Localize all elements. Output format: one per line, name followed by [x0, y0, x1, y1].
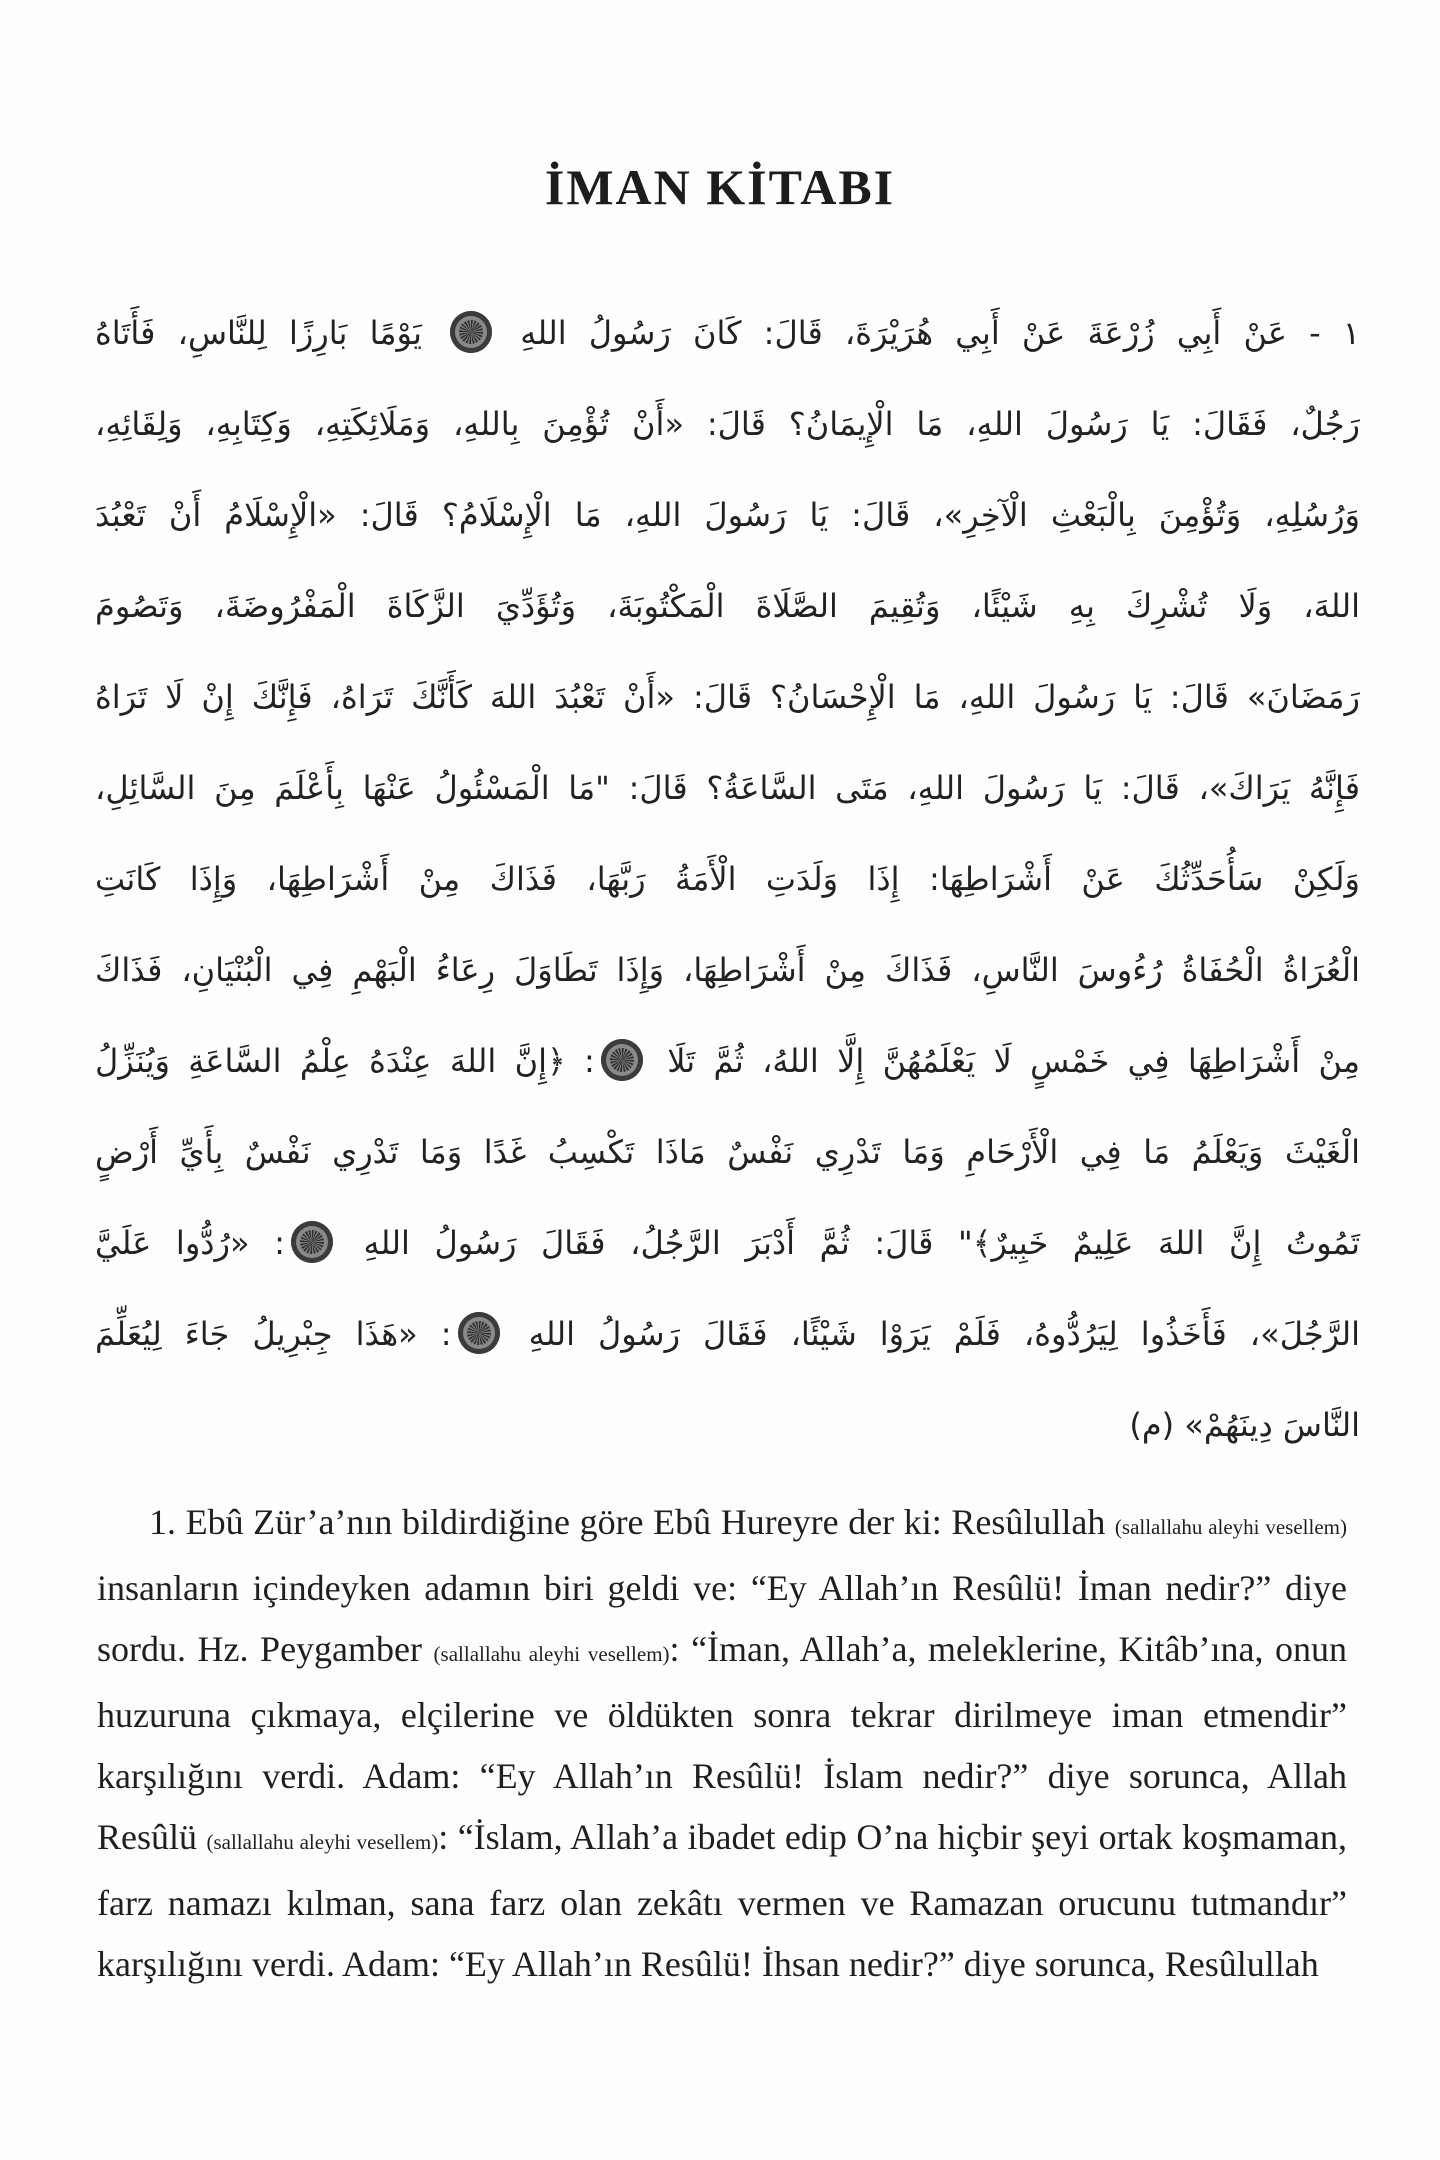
pbuh-seal-icon	[291, 1221, 333, 1263]
pbuh-seal-icon	[450, 311, 492, 353]
arabic-line: فَإِنَّهُ يَرَاكَ»، قَالَ: يَا رَسُولَ اللهِ، مَتَى السَّاعَةُ؟ قَالَ: "مَا الْمَسْئُولُ عَنْهَا بِأَعْلَمَ مِنَ السَّائِلِ،	[95, 769, 1360, 807]
honorific-note: (sallallahu aleyhi vesellem)	[206, 1830, 439, 1854]
arabic-text	[95, 288, 1360, 1471]
arabic-line: تَمُوتُ إِنَّ اللهَ عَلِيمٌ خَبِيرٌ﴾" قَالَ: ثُمَّ أَدْبَرَ الرَّجُلُ، فَقَالَ رَسُولُ اللهِ : «رُدُّوا عَلَيَّ	[95, 1198, 1360, 1289]
arabic-line: مِنْ أَشْرَاطِهَا فِي خَمْسٍ لَا يَعْلَمُهُنَّ إِلَّا اللهُ، ثُمَّ تَلَا : ﴿إِنَّ اللهَ عِنْدَهُ عِلْمُ السَّاعَةِ وَيُنَزِّلُ	[95, 1016, 1360, 1107]
translation-section	[97, 1492, 1347, 1995]
turkish-paragraph	[97, 1492, 1347, 1995]
honorific-note: (sallallahu aleyhi vesellem)	[433, 1642, 670, 1666]
arabic-line: الرَّجُلَ»، فَأَخَذُوا لِيَرُدُّوهُ، فَلَمْ يَرَوْا شَيْئًا، فَقَالَ رَسُولُ اللهِ : «هَذَا جِبْرِيلُ جَاءَ لِيُعَلِّمَ	[95, 1289, 1360, 1380]
arabic-line: الْعُرَاةُ الْحُفَاةُ رُءُوسَ النَّاسِ، فَذَاكَ مِنْ أَشْرَاطِهَا، وَإِذَا تَطَاوَلَ رِعَاءُ الْبَهْمِ فِي الْبُنْيَانِ، فَذَاكَ	[95, 951, 1360, 989]
arabic-line: الْغَيْثَ وَيَعْلَمُ مَا فِي الْأَرْحَامِ وَمَا تَدْرِي نَفْسٌ مَاذَا تَكْسِبُ غَدًا وَمَا تَدْرِي نَفْسٌ بِأَيِّ أَرْضٍ	[95, 1133, 1360, 1171]
honorific-note: (sallallahu aleyhi vesellem)	[1114, 1515, 1347, 1539]
translation-text: : “İman, Allah’a, meleklerine, Kitâb’ına, onun huzuruna çıkmaya, elçilerine ve öldükten sonra tekrar dirilmeye iman etmendir” karşılığını verdi. Adam: “Ey Allah’ın Resûlü! İslam nedir?” diye sorunca, Allah Resûlü	[97, 1629, 1347, 1857]
translation-text: insanların içindeyken adamın biri geldi ve: “Ey Allah’ın Resûlü! İman nedir?” diye sordu. Hz. Peygamber	[97, 1568, 1347, 1669]
arabic-line: وَرُسُلِهِ، وَتُؤْمِنَ بِالْبَعْثِ الْآخِرِ»، قَالَ: يَا رَسُولَ اللهِ، مَا الْإِسْلَامُ؟ قَالَ: «الْإِسْلَامُ أَنْ تَعْبُدَ	[95, 496, 1360, 534]
pbuh-seal-icon	[601, 1039, 643, 1081]
arabic-line: وَلَكِنْ سَأُحَدِّثُكَ عَنْ أَشْرَاطِهَا: إِذَا وَلَدَتِ الْأَمَةُ رَبَّهَا، فَذَاكَ مِنْ أَشْرَاطِهَا، وَإِذَا كَانَتِ	[95, 860, 1360, 898]
arabic-line: رَمَضَانَ» قَالَ: يَا رَسُولَ اللهِ، مَا الْإِحْسَانُ؟ قَالَ: «أَنْ تَعْبُدَ اللهَ كَأَنَّكَ تَرَاهُ، فَإِنَّكَ إِنْ لَا تَرَاهُ	[95, 678, 1360, 716]
translation-text: 1. Ebû Zür’a’nın bildirdiğine göre Ebû Hureyre der ki: Resûlullah	[149, 1502, 1115, 1542]
page-title: İMAN KİTABI	[544, 159, 896, 215]
arabic-line: رَجُلٌ، فَقَالَ: يَا رَسُولَ اللهِ، مَا الْإِيمَانُ؟ قَالَ: «أَنْ تُؤْمِنَ بِاللهِ، وَمَلَائِكَتِهِ، وَكِتَابِهِ، وَلِقَائِهِ،	[95, 405, 1360, 443]
translation-text: : “İslam, Allah’a ibadet edip O’na hiçbir şeyi ortak koşmaman, farz namazı kılman, sana farz olan zekâtı vermen ve Ramazan orucunu tutmandır” karşılığını verdi. Adam: “Ey Allah’ın Resûlü! İhsan nedir?” diye sorunca, Resûlullah	[97, 1817, 1347, 1984]
arabic-line: النَّاسَ دِينَهُمْ» (م)	[1129, 1406, 1360, 1444]
arabic-line: اللهَ، وَلَا تُشْرِكَ بِهِ شَيْئًا، وَتُقِيمَ الصَّلَاةَ الْمَكْتُوبَةَ، وَتُؤَدِّيَ الزَّكَاةَ الْمَفْرُوضَةَ، وَتَصُومَ	[95, 587, 1360, 625]
pbuh-seal-icon	[458, 1312, 500, 1354]
arabic-line: ١ - عَنْ أَبِي زُرْعَةَ عَنْ أَبِي هُرَيْرَةَ، قَالَ: كَانَ رَسُولُ اللهِ يَوْمًا بَارِزًا لِلنَّاسِ، فَأَتَاهُ	[95, 288, 1360, 379]
